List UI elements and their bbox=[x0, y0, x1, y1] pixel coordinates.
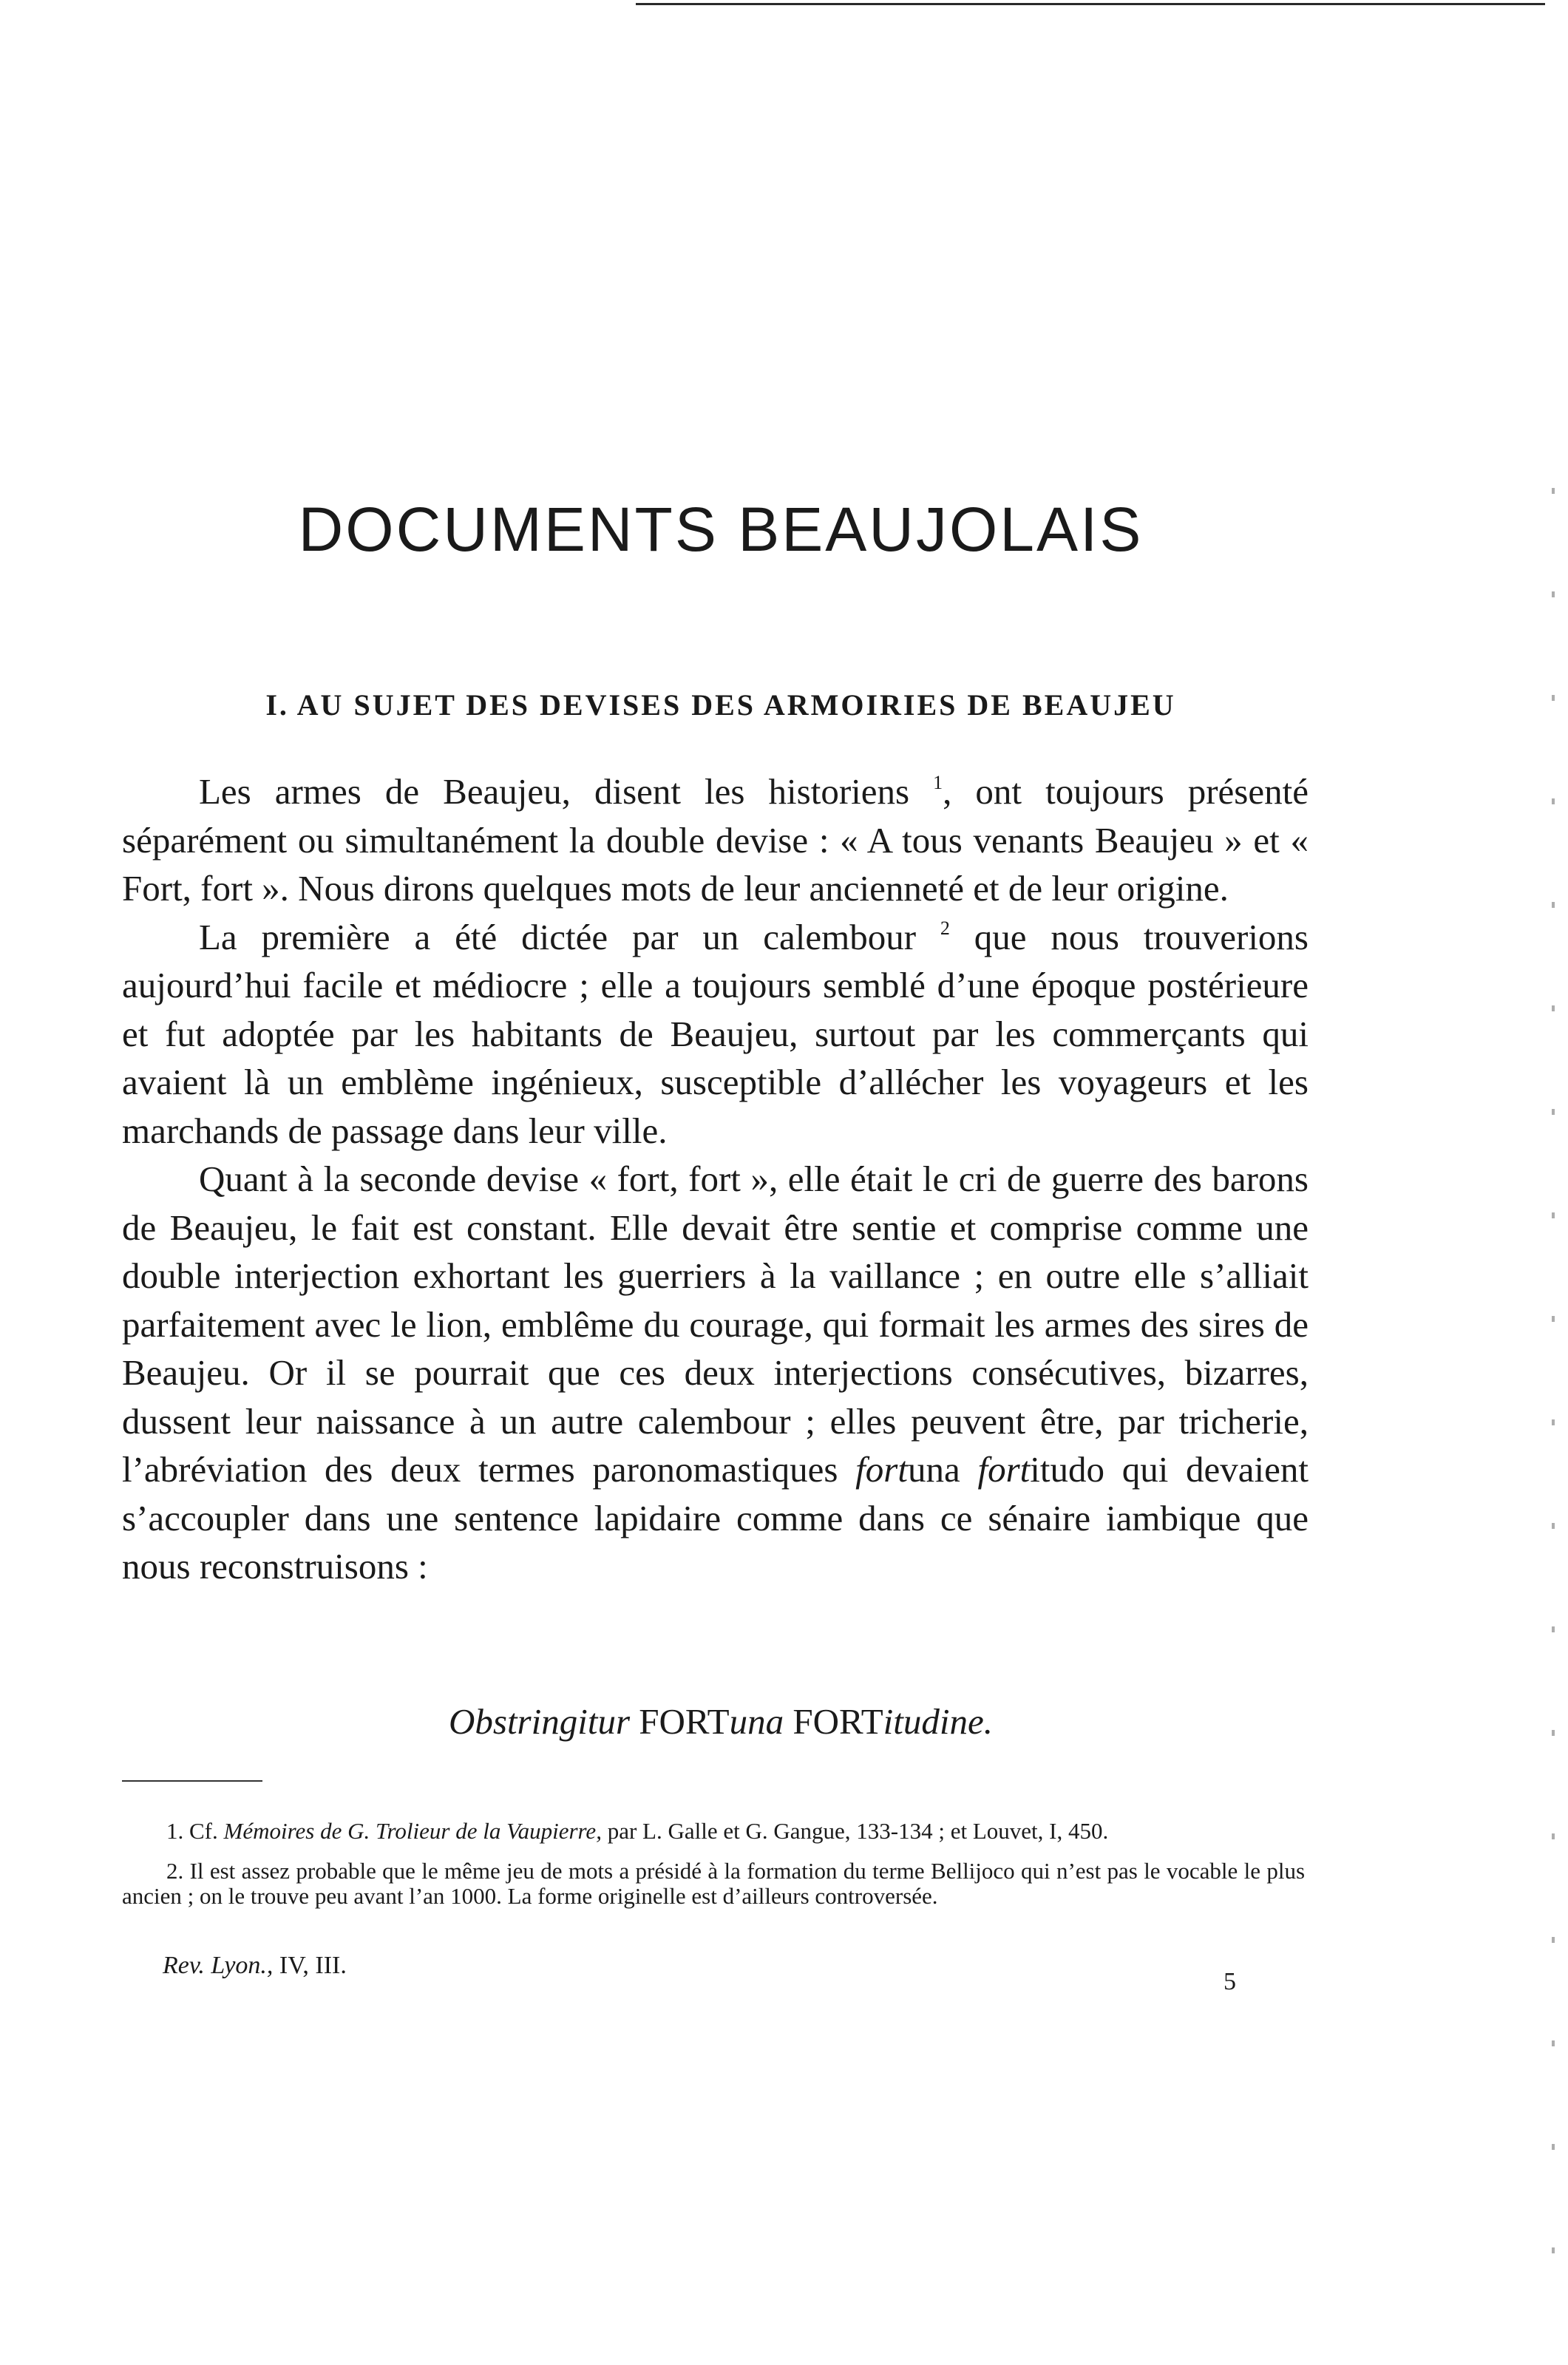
paragraph-3-italic-2: fort bbox=[977, 1449, 1031, 1490]
paragraph-2 bbox=[122, 913, 1309, 1156]
page-number: 5 bbox=[1223, 1968, 1236, 1995]
paragraph-1-text-b: , ont toujours présenté séparément ou simultanément la double devise : « A tous venants Beaujeu » et « Fort, fort ». Nous dirons quelques mots de leur ancienneté et de leur origine. bbox=[122, 771, 1309, 909]
verse-word-1: Obstringitur bbox=[448, 1701, 631, 1742]
footnote-1 bbox=[122, 1819, 1305, 1844]
paragraph-1 bbox=[122, 767, 1309, 913]
verse-word-2: FORT bbox=[639, 1701, 730, 1742]
signature-rest: IV, III. bbox=[273, 1952, 347, 1979]
latin-verse bbox=[0, 1700, 1442, 1743]
footnote-1-text-a: Cf. bbox=[189, 1818, 224, 1844]
verse-word-4: FORT bbox=[793, 1701, 883, 1742]
footnote-2 bbox=[122, 1859, 1305, 1909]
footnote-2-number: 2. bbox=[166, 1858, 184, 1884]
verse-word-5: itudine. bbox=[883, 1701, 994, 1742]
journal-signature bbox=[163, 1952, 347, 1980]
top-rule bbox=[636, 3, 1545, 5]
footnote-1-text-b: par L. Galle et G. Gangue, 133-134 ; et Louvet, I, 450. bbox=[601, 1818, 1109, 1844]
paragraph-3-italic-1: fort bbox=[855, 1449, 908, 1490]
verse-word-3: una bbox=[729, 1701, 784, 1742]
document-title: DOCUMENTS BEAUJOLAIS bbox=[298, 495, 1144, 564]
paragraph-2-text-a: La première a été dictée par un calembour bbox=[199, 916, 940, 957]
footnote-ref-2: 2 bbox=[940, 917, 950, 939]
paragraph-3-text-c: una bbox=[907, 1449, 978, 1490]
footnote-1-number: 1. bbox=[166, 1818, 184, 1844]
footnote-ref-1: 1 bbox=[933, 772, 943, 793]
section-heading: I. AU SUJET DES DEVISES DES ARMOIRIES DE BEAUJEU bbox=[265, 688, 1176, 722]
paragraph-1-text-a: Les armes de Beaujeu, disent les historiens bbox=[199, 771, 934, 812]
body-text bbox=[122, 767, 1309, 1591]
paragraph-3-text-a: Quant à la seconde devise « fort, fort », elle était le cri de guerre des barons de Beaujeu, le fait est constant. Elle devait être sentie et comprise comme une double interjection exhortant les guerriers à la vaillance ; en outre elle s’alliait parfaitement avec le lion, emblême du courage, qui formait les armes des sires de Beaujeu. Or il se pourrait que ces deux interjections consécutives, bizarres, dussent leur naissance à un autre calembour ; elles peuvent être, par tricherie, l’abréviation des deux termes paronomastiques bbox=[122, 1158, 1309, 1490]
scan-edge-marks bbox=[1552, 444, 1555, 2292]
footnote-1-italic: Mémoires de G. Trolieur de la Vaupierre, bbox=[223, 1818, 602, 1844]
paragraph-2-text-b: que nous trouverions aujourd’hui facile et médiocre ; elle a toujours semblé d’une époque postérieure et fut adoptée par les habitants de Beaujeu, surtout par les commerçants qui avaient là un emblème ingénieux, susceptible d’allécher les voyageurs et les marchands de passage dans leur ville. bbox=[122, 916, 1309, 1151]
footnote-2-text: Il est assez probable que le même jeu de mots a présidé à la formation du terme Bellijoco qui n’est pas le vocable le plus ancien ; on le trouve peu avant l’an 1000. La forme originelle est d’ailleurs controversée. bbox=[122, 1858, 1306, 1909]
footnotes bbox=[122, 1819, 1305, 1909]
footnote-separator bbox=[122, 1780, 262, 1782]
paragraph-3 bbox=[122, 1155, 1309, 1591]
paragraph-3-text-d: itudo qui devaient s’accoupler dans une sentence lapidaire comme dans ce sénaire iambique que nous reconstruisons : bbox=[122, 1449, 1309, 1587]
signature-italic: Rev. Lyon., bbox=[163, 1952, 274, 1979]
